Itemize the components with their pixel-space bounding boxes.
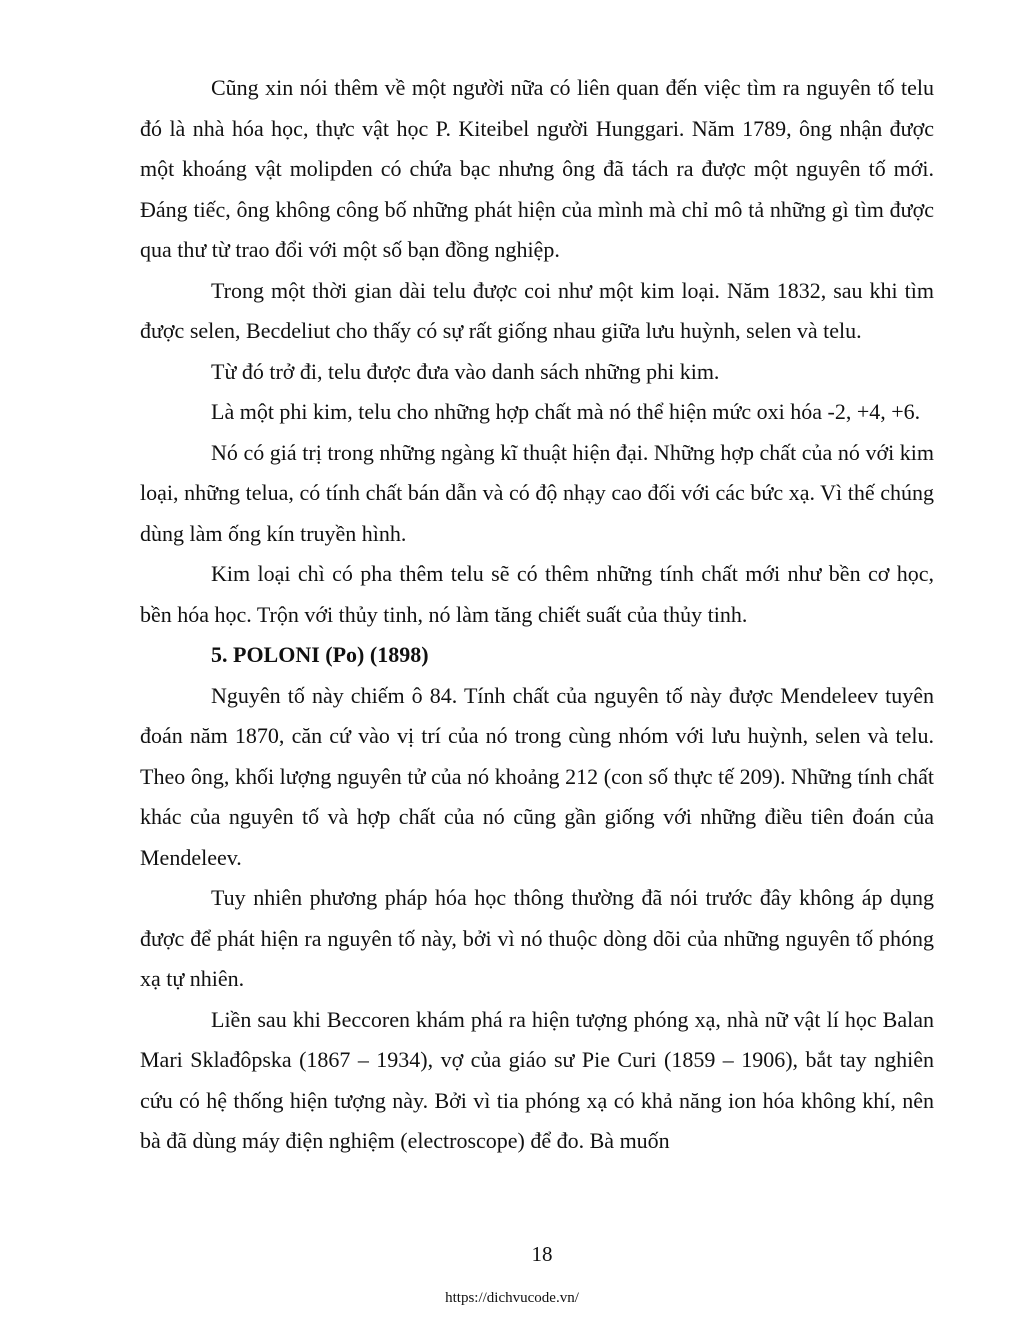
page-number: 18	[531, 1242, 553, 1266]
section-heading: 5. POLONI (Po) (1898)	[211, 642, 429, 667]
paragraph-kiteibel: Cũng xin nói thêm về một người nữa có liên quan đến việc tìm ra nguyên tố telu đó là nhà hóa học, thực vật học P. Kiteibel người Hunggari. Năm 1789, ông nhận được một khoáng vật molipden có chứa bạc nhưng ông đã tách ra được một nguyên tố mới. Đáng tiếc, ông không công bố những phát hiện của mình mà chỉ mô tả những gì tìm được qua thư từ trao đổi với một số bạn đồng nghiệp.	[140, 75, 934, 262]
paragraph-metal: Trong một thời gian dài telu được coi như một kim loại. Năm 1832, sau khi tìm được selen, Becdeliut cho thấy có sự rất giống nhau giữa lưu huỳnh, selen và telu.	[140, 277, 934, 343]
body-text	[140, 68, 934, 1162]
paragraph-nonmetal-list: Từ đó trở đi, telu được đưa vào danh sách những phi kim.	[211, 358, 720, 384]
paragraph-mendeleev: Nguyên tố này chiếm ô 84. Tính chất của nguyên tố này được Mendeleev tuyên đoán năm 1870, căn cứ vào vị trí của nó trong cùng nhóm với lưu huỳnh, selen và telu. Theo ông, khối lượng nguyên tử của nó khoảng 212 (con số thực tế 209). Những tính chất khác của nguyên tố và hợp chất của nó cũng gần giống với những điều tiên đoán của Mendeleev.	[140, 682, 934, 870]
paragraph-lead-glass: Kim loại chì có pha thêm telu sẽ có thêm những tính chất mới như bền cơ học, bền hóa học. Trộn với thủy tinh, nó làm tăng chiết suất của thủy tinh.	[140, 561, 934, 627]
paragraph-curie: Liền sau khi Beccoren khám phá ra hiện tượng phóng xạ, nhà nữ vật lí học Balan Mari Sklađôpska (1867 – 1934), vợ của giáo sư Pie Curi (1859 – 1906), bắt tay nghiên cứu có hệ thống hiện tượng này. Bởi vì tia phóng xạ có khả năng ion hóa không khí, nên bà đã dùng máy điện nghiệm (electroscope) để đo. Bà muốn	[140, 1006, 934, 1153]
paragraph-oxidation: Là một phi kim, telu cho những hợp chất mà nó thể hiện mức oxi hóa -2, +4, +6.	[211, 399, 921, 424]
footer-url[interactable]: https://dichvucode.vn/	[445, 1290, 579, 1306]
paragraph-technology: Nó có giá trị trong những ngàng kĩ thuật hiện đại. Những hợp chất của nó với kim loại, những telua, có tính chất bán dẫn và có độ nhạy cao đối với các bức xạ. Vì thế chúng dùng làm ống kín truyền hình.	[140, 439, 934, 546]
paragraph-method: Tuy nhiên phương pháp hóa học thông thường đã nói trước đây không áp dụng được để phát hiện ra nguyên tố này, bởi vì nó thuộc dòng dõi của những nguyên tố phóng xạ tự nhiên.	[140, 885, 934, 991]
